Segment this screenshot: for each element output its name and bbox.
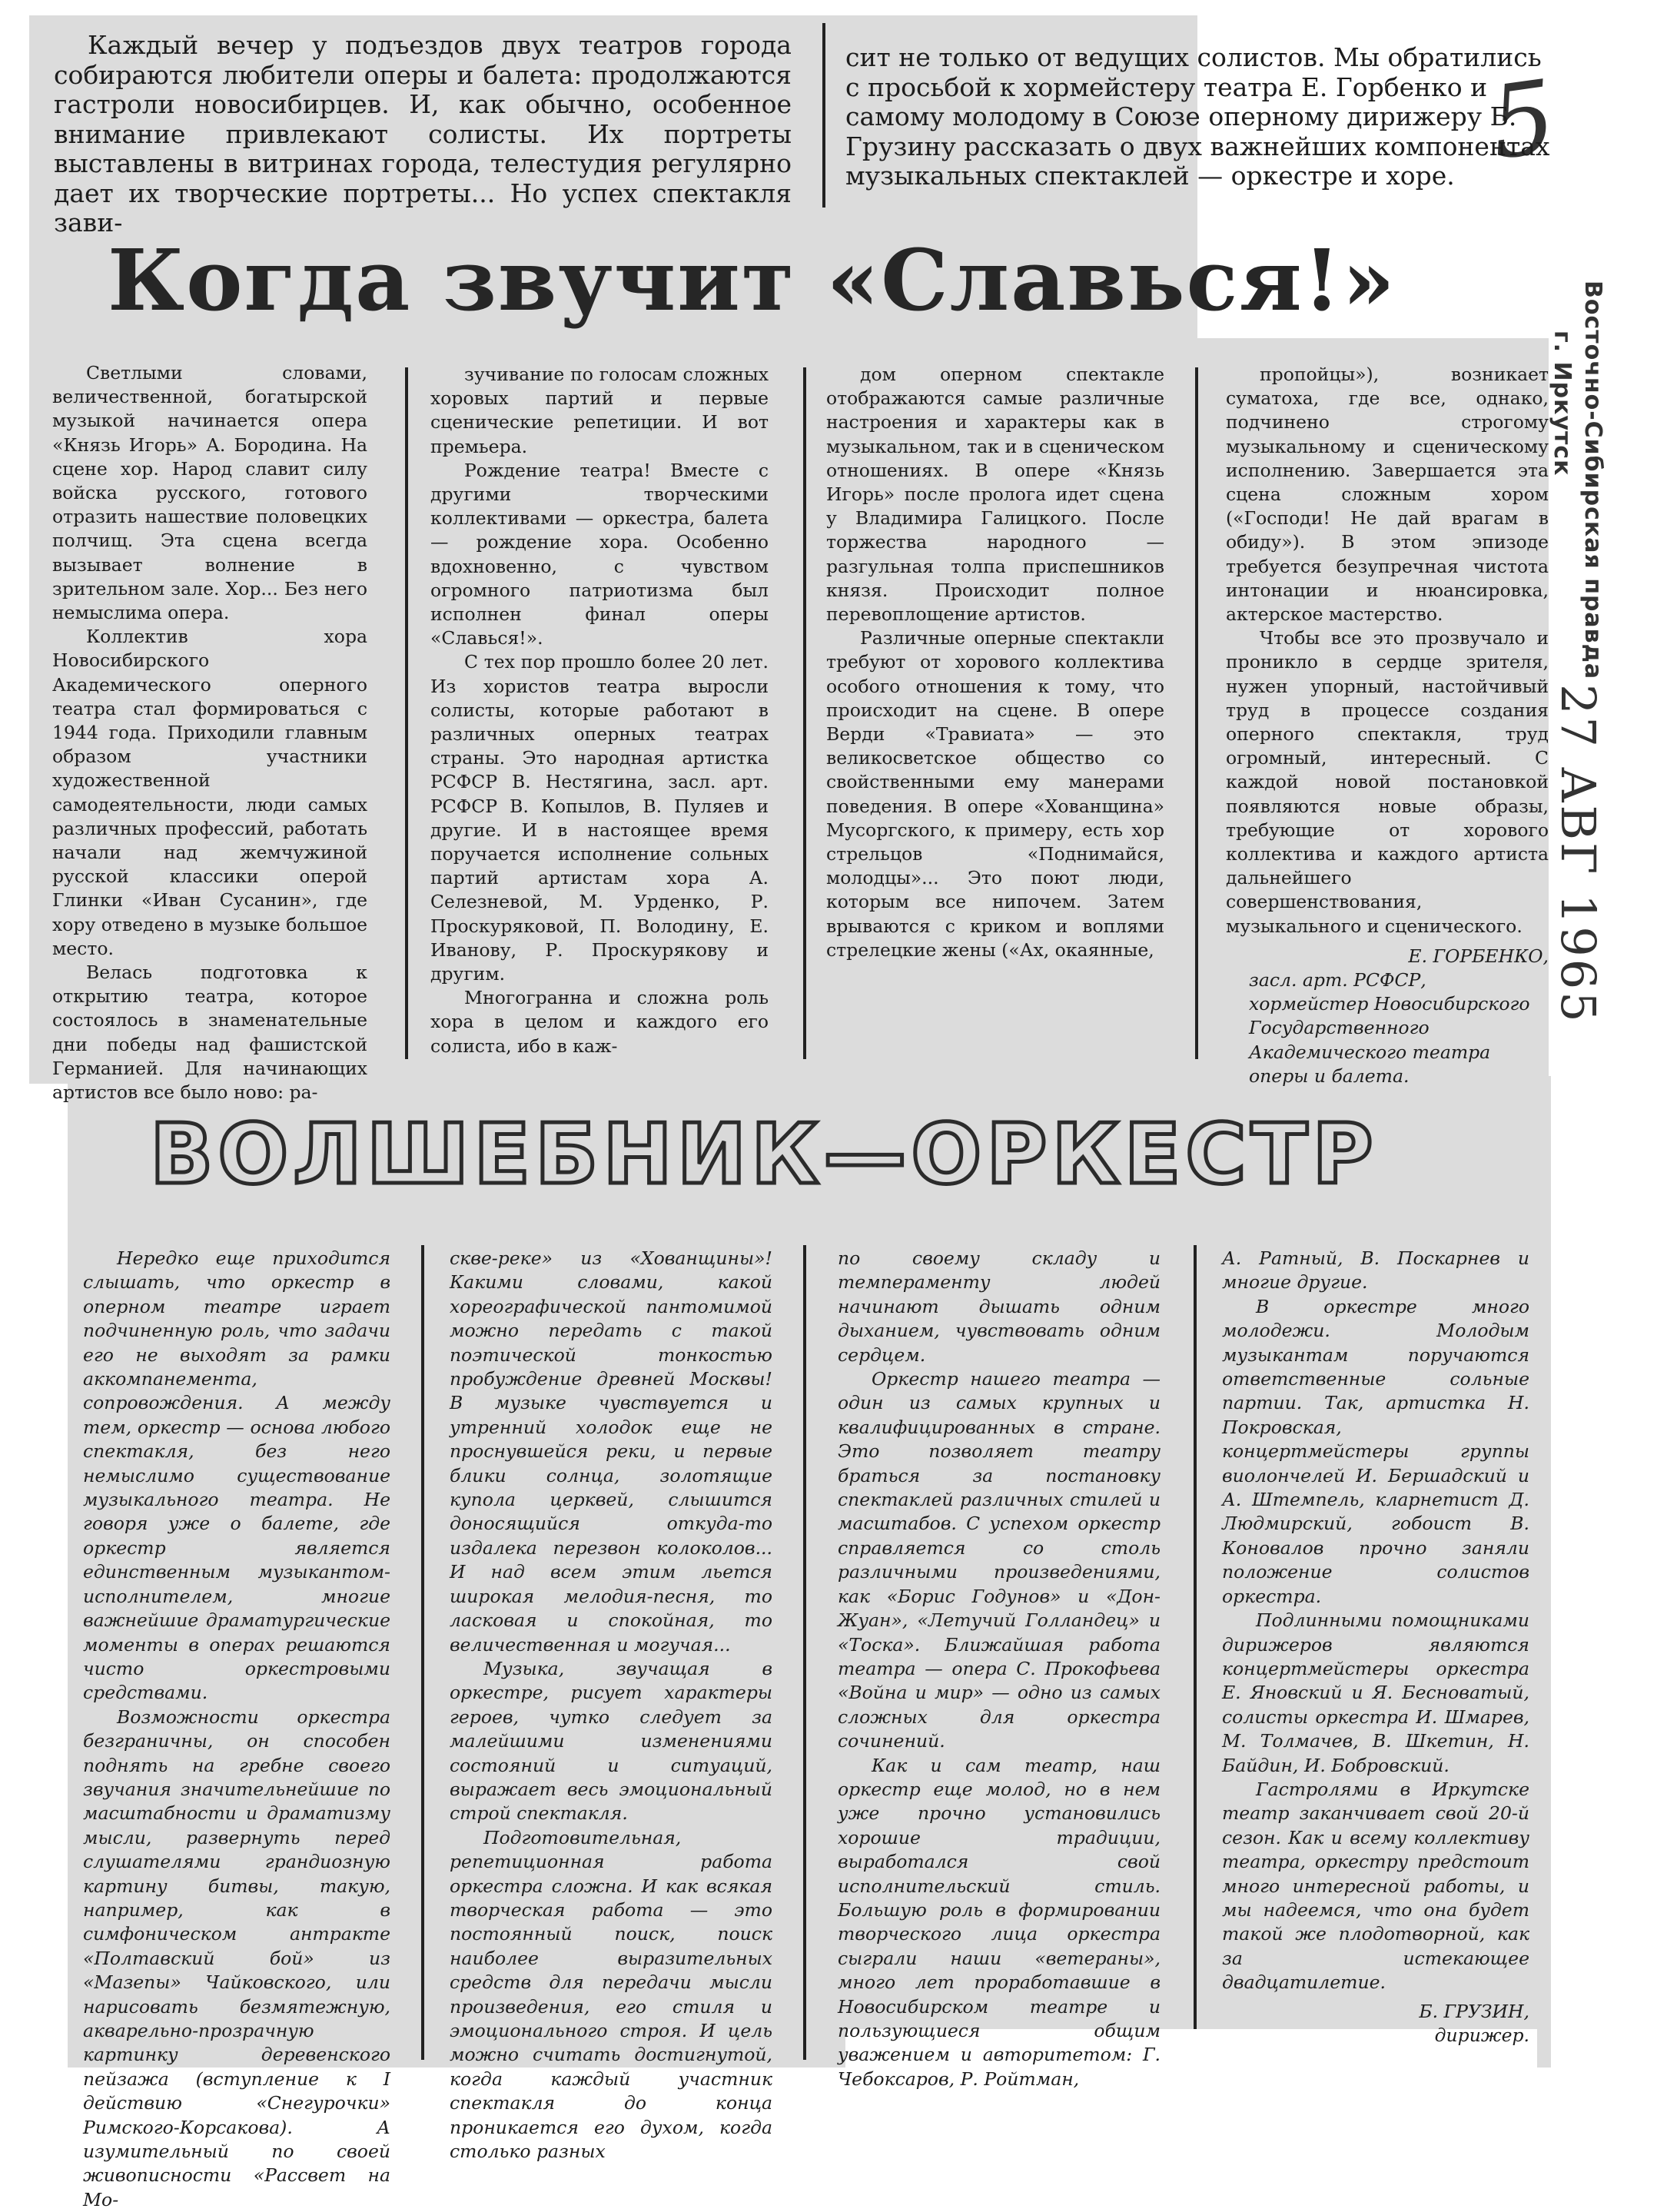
article2-col3 <box>838 1247 1161 2091</box>
article2-divider-1 <box>421 1245 424 2060</box>
article1-col1-p3: Велась подготовка к открытию театра, которое состоялось в знаменательные дни победы над фашистской Германией. Для начинающих артистов все было ново: ра- <box>52 962 367 1104</box>
article2-col1-p1: Нередко еще приходится слышать, что оркестр в оперном театре играет подчиненную роль, что задачи его не выходят за рамки аккомпанемента, сопровождения. А между тем, оркестр — основа любого спектакля, без него немыслимо существование музыкального театра. Не говоря уже о балете, где оркестр является единственным музыкантом-исполнителем, многие важнейшие драматургические моменты в операх решаются чисто оркестровыми средствами. <box>83 1247 390 1704</box>
article1-divider-3 <box>1195 367 1198 1059</box>
article2-col4-p1: А. Ратный, В. Поскарнев и многие другие. <box>1222 1247 1529 1294</box>
article2-col4-p3: Подлинными помощниками дирижеров являются концертмейстеры оркестра Е. Яновский и Я. Бесноватый, солисты оркестра И. Шмарев, М. Толмачев, В. Шкетин, Н. Байдин, И. Бобровский. <box>1222 1609 1529 1776</box>
article1-col1-p1: Светлыми словами, величественной, богатырской музыкой начинается опера «Князь Игорь» А. Бородина. На сцене хор. Народ славит силу войска русского, готового отразить нашествие половецких полчищ. Эта сцена всегда вызывает волнение в зрительном зале. Хор... Без него немыслима опера. <box>52 362 367 624</box>
article2-col3-p1: по своему складу и темпераменту людей начинают дышать одним дыханием, чувствовать одним сердцем. <box>838 1247 1161 1366</box>
article2-col3-p2: Оркестр нашего театра — один из самых крупных и квалифицированных в стране. Это позволяет театру браться за постановку спектаклей различных стилей и масштабов. С успехом оркестр справляется со столь различными произведениями, как «Борис Годунов» и «Дон-Жуан», «Летучий Голландец» и «Тоска». Ближайшая работа театра — опера С. Прокофьева «Война и мир» — одно из самых сложных для оркестра сочинений. <box>838 1368 1161 1752</box>
article2-col2-p1: скве-реке» из «Хованщины»! Какими словами, какой хореографической пантомимой можно передать с такой поэтической тонкостью пробуждение древней Москвы! В музыке чувствуется и утренний холодок еще не проснувшейся реки, и первые блики солнца, золотящие купола церквей, слышится доносящийся откуда-то издалека перезвон колоколов... И над всем этим льется широкая мелодия-песня, то ласковая и спокойная, то величественная и могучая... <box>450 1247 772 1656</box>
article2-col3-p3: Как и сам театр, наш оркестр еще молод, но в нем уже прочно установились хорошие традиции, выработался свой исполнительский стиль. Большую роль в формировании творческого лица оркестра сыграли наши «ветераны», много лет проработавшие в Новосибирском театре и пользующиеся общим уважением и авторитетом: Г. Чебоксаров, Р. Ройтман, <box>838 1754 1161 2090</box>
article2-col2-p2: Музыка, звучащая в оркестре, рисует характеры героев, чутко следует за малейшими изменениями состояний и ситуаций, выражает весь эмоциональный строй спектакля. <box>450 1657 772 1825</box>
intro-left-text: Каждый вечер у подъездов двух театров города собираются любители оперы и балета: продолжаются гастроли новосибирцев. И, как обычно, особенное внимание привлекают солисты. Их портреты выставлены в витринах города, телестудия регулярно дает их творческие портреты... Но успех спектакля зави- <box>54 30 792 237</box>
article1-col3-p2: Различные оперные спектакли требуют от хорового коллектива особого отношения к тому, что происходит на сцене. В опере Верди «Травиата» — это великосветское общество со свойственными ему манерами поведения. В опере «Хованщина» Мусоргского, к примеру, есть хор стрельцов «Поднимайся, молодцы»... Это поют люди, которым все нипочем. Затем врываются с криком и воплями стрелецкие жены («Ах, окаянные, <box>826 627 1164 961</box>
article2-headline: ВОЛШЕБНИК—ОРКЕСТР <box>150 1107 1378 1203</box>
article2-divider-3 <box>1194 1245 1197 2029</box>
intro-right-text: сит не только от ведущих солистов. Мы обратились с просьбой к хормейстеру театра Е. Горбенко и самому молодому в Союзе оперному дирижеру Б. Грузину рассказать о двух важнейших компонентах музыкальных спектаклей — оркестре и хоре. <box>845 42 1550 191</box>
article2-col4-p4: Гастролями в Иркутске театр заканчивает свой 20-й сезон. Как и всему коллективу театра, оркестру предстоит много интересной работы, и мы надеемся, что она будет такой же плодотворной, как за истекающее двадцатилетие. <box>1222 1778 1529 1994</box>
article1-headline: Когда звучит «Славься!» <box>108 231 1396 330</box>
date-stamp: 27 АВГ 1965 <box>1550 684 1606 1025</box>
article1-col2-p4: Многогранна и сложна роль хора в целом и каждого его солиста, ибо в каж- <box>430 987 769 1057</box>
article1-divider-1 <box>405 367 408 1059</box>
article2-col4-p2: В оркестре много молодежи. Молодым музыкантам поручаются ответственные сольные партии. Так, артистка Н. Покровская, концертмейстеры группы виолончелей И. Бершадский и А. Штемпель, кларнетист Д. Людмирский, гобоист В. Коновалов прочно заняли положение солистов оркестра. <box>1222 1295 1529 1607</box>
article2-signature: Б. ГРУЗИН, <box>1419 2000 1529 2022</box>
page-number: 5 <box>1483 57 1562 183</box>
article1-col4-p1: пропойцы»), возникает суматоха, где все, однако, подчинено строгому музыкальному и сценическому исполнению. Завершается эта сцена сложным хором («Господи! Не дай врагам в обиду»). В этом эпизоде требуется безупречная чистота интонации и нюансировка, актерское мастерство. <box>1226 364 1549 626</box>
article2-col2 <box>450 1247 772 2164</box>
article1-col1-p2: Коллектив хора Новосибирского Академического оперного театра стал формироваться с 1944 года. Приходили главным образом участники художественной самодеятельности, люди самых различных профессий, работать начали над жемчужиной русской классики оперой Глинки «Иван Сусанин», где хору отведено в музыке большое место. <box>52 626 367 959</box>
city-stamp: г. Иркутск <box>1549 330 1576 477</box>
article2-divider-2 <box>803 1245 806 2060</box>
article1-col3 <box>826 363 1164 962</box>
intro-left <box>54 31 792 238</box>
article1-col2-p1: зучивание по голосам сложных хоровых партий и первые сценические репетиции. И вот премьера. <box>430 364 769 457</box>
article1-col4 <box>1226 363 1549 1088</box>
article2-col2-p3: Подготовительная, репетиционная работа оркестра сложна. И как всякая творческая работа — это постоянный поиск, поиск наиболее выразительных средств для передачи мысли произведения, его стиля и эмоционального строя. И цель можно считать достигнутой, когда каждый участник спектакля до конца проникается его духом, когда столько разных <box>450 1826 772 2163</box>
article1-col2 <box>430 363 769 1058</box>
intro-right <box>845 43 1552 191</box>
article1-signature: Е. ГОРБЕНКО, <box>1408 945 1549 967</box>
article1-col4-p2: Чтобы все это прозвучало и проникло в сердце зрителя, нужен упорный, настойчивый труд в процессе создания оперного спектакля, труд огромный, интересный. С каждой новой постановкой появляются новые образы, требующие от хорового коллектива и каждого артиста дальнейшего совершенствования, музыкального и сценического. <box>1226 627 1549 937</box>
article2-signature-title: дирижер. <box>1434 2024 1529 2046</box>
article1-col3-p1: дом оперном спектакле отображаются самые различные настроения и характеры как в музыкальном, так и в сценическом отношениях. В опере «Князь Игорь» после пролога идет сцена у Владимира Галицкого. После торжества народного — разгульная толпа приспешников князя. Происходит полное перевоплощение артистов. <box>826 364 1164 626</box>
article1-col2-p3: С тех пор прошло более 20 лет. Из хористов театра выросли солисты, которые работают в различных оперных театрах страны. Это народная артистка РСФСР В. Нестягина, засл. арт. РСФСР В. Копылов, В. Пуляев и другие. И в настоящее время поручается исполнение сольных партий артистам хора А. Селезневой, М. Урденко, Р. Проскуряковой, П. Володину, Е. Иванову, Р. Проскурякову и другим. <box>430 651 769 985</box>
article1-col2-p2: Рождение театра! Вместе с другими творческими коллективами — оркестра, балета — рождение хора. Особенно вдохновенно, с чувством огромного патриотизма был исполнен финал оперы «Славься!». <box>430 459 769 649</box>
article1-signature-title: засл. арт. РСФСР, хормейстер Новосибирского Государственного Академического театра оперы и балета. <box>1249 969 1530 1087</box>
article2-col1-p2: Возможности оркестра безграничны, он способен поднять на гребне своего звучания значительнейшие по масштабности и драматизму мысли, развернуть перед слушателями грандиозную картину битвы, такую, например, как в симфоническом антракте «Полтавский бой» из «Мазепы» Чайковского, или нарисовать безмятежную, акварельно-прозрачную картинку деревенского пейзажа (вступление к I действию «Снегурочки» Римского-Корсакова). А изумительный по своей живописности «Рассвет на Мо- <box>83 1705 390 2210</box>
intro-divider <box>822 23 825 208</box>
article2-col4 <box>1222 1247 1529 2048</box>
article1-divider-2 <box>803 367 806 1059</box>
newspaper-stamp: Восточно-Сибирская правда <box>1579 281 1606 680</box>
article2-col1 <box>83 1247 390 2212</box>
article1-col1 <box>52 361 367 1104</box>
